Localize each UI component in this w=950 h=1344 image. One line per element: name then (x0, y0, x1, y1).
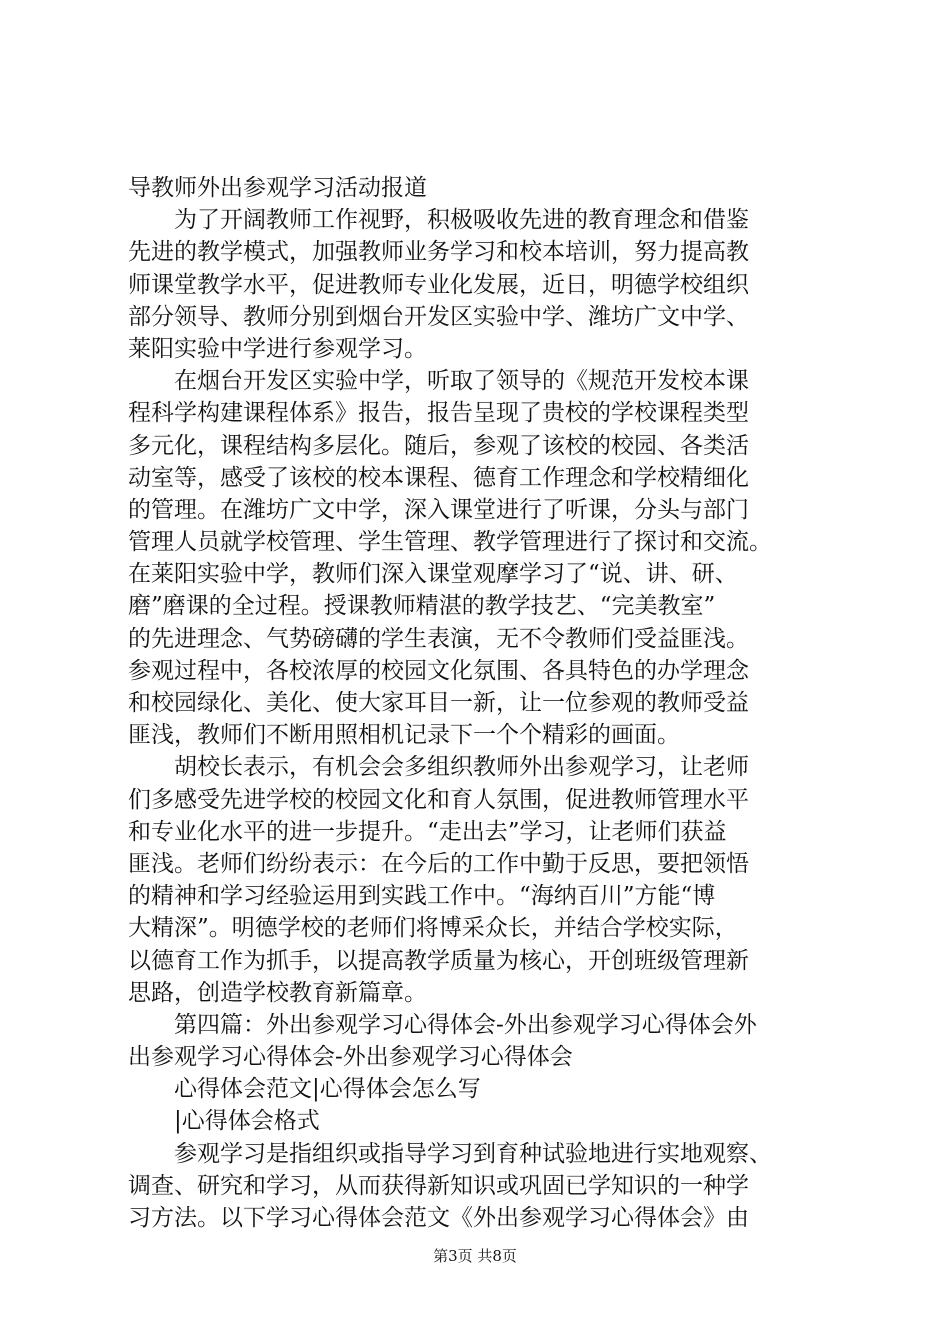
text-line: 和专业化水平的进一步提升。“走出去”学习，让老师们获益 (128, 818, 727, 845)
text-line: 的先进理念、气势磅礴的学生表演，无不令教师们受益匪浅。 (128, 625, 749, 652)
text-line: 管理人员就学校管理、学生管理、教学管理进行了探讨和交流。 (128, 529, 772, 556)
text-line: 思路，创造学校教育新篇章。 (128, 979, 427, 1006)
text-line: 部分领导、教师分别到烟台开发区实验中学、潍坊广文中学、 (128, 303, 749, 330)
text-line: 和校园绿化、美化、使大家耳目一新，让一位参观的教师受益 (128, 690, 749, 716)
text-line: 磨”磨课的全过程。授课教师精湛的教学技艺、“完美教室” (128, 593, 716, 620)
text-line: 在烟台开发区实验中学，听取了领导的《规范开发校本课 (128, 368, 749, 395)
text-line: 先进的教学模式，加强教师业务学习和校本培训，努力提高教 (128, 239, 749, 266)
text-line: 多元化，课程结构多层化。随后，参观了该校的校园、各类活 (128, 432, 749, 459)
text-line: 的管理。在潍坊广文中学，深入课堂进行了听课，分头与部门 (128, 496, 749, 523)
text-line: 导教师外出参观学习活动报道 (128, 175, 427, 201)
text-line: 参观学习是指组织或指导学习到育种试验地进行实地观察、 (128, 1140, 772, 1167)
text-line: 动室等，感受了该校的校本课程、德育工作理念和学校精细化 (128, 464, 749, 491)
text-line: 调查、研究和学习，从而获得新知识或巩固已学知识的一种学 (128, 1172, 749, 1199)
text-line: 为了开阔教师工作视野，积极吸收先进的教育理念和借鉴 (128, 207, 749, 234)
text-line: 在莱阳实验中学，教师们深入课堂观摩学习了“说、讲、研、 (128, 561, 738, 588)
text-line: 心得体会范文|心得体会怎么写 (128, 1076, 481, 1103)
text-line: 出参观学习心得体会-外出参观学习心得体会 (128, 1044, 573, 1071)
text-line: 的精神和学习经验运用到实践工作中。“海纳百川”方能“博 (128, 883, 716, 910)
page-number: 第3页 共8页 (433, 1247, 517, 1265)
text-line: 大精深”。明德学校的老师们将博采众长，并结合学校实际， (128, 915, 738, 942)
text-line: 第四篇：外出参观学习心得体会-外出参观学习心得体会外 (128, 1011, 757, 1038)
text-line: 师课堂教学水平，促进教师专业化发展，近日，明德学校组织 (128, 271, 749, 298)
text-line: 胡校长表示，有机会会多组织教师外出参观学习，让老师 (128, 754, 749, 781)
text-line: 们多感受先进学校的校园文化和育人氛围，促进教师管理水平 (128, 786, 749, 813)
text-line: 参观过程中，各校浓厚的校园文化氛围、各具特色的办学理念 (128, 657, 749, 684)
text-line: 以德育工作为抓手，以提高教学质量为核心，开创班级管理新 (128, 947, 749, 974)
body-text (128, 172, 828, 1234)
text-line: 匪浅，教师们不断用照相机记录下一个个精彩的画面。 (128, 722, 680, 749)
text-line: 程科学构建课程体系》报告，报告呈现了贵校的学校课程类型 (128, 400, 749, 427)
text-line: 莱阳实验中学进行参观学习。 (128, 335, 427, 362)
text-line: 习方法。以下学习心得体会范文《外出参观学习心得体会》由 (128, 1205, 749, 1231)
text-line: |心得体会格式 (128, 1108, 320, 1135)
text-line: 匪浅。老师们纷纷表示：在今后的工作中勤于反思，要把领悟 (128, 850, 749, 877)
